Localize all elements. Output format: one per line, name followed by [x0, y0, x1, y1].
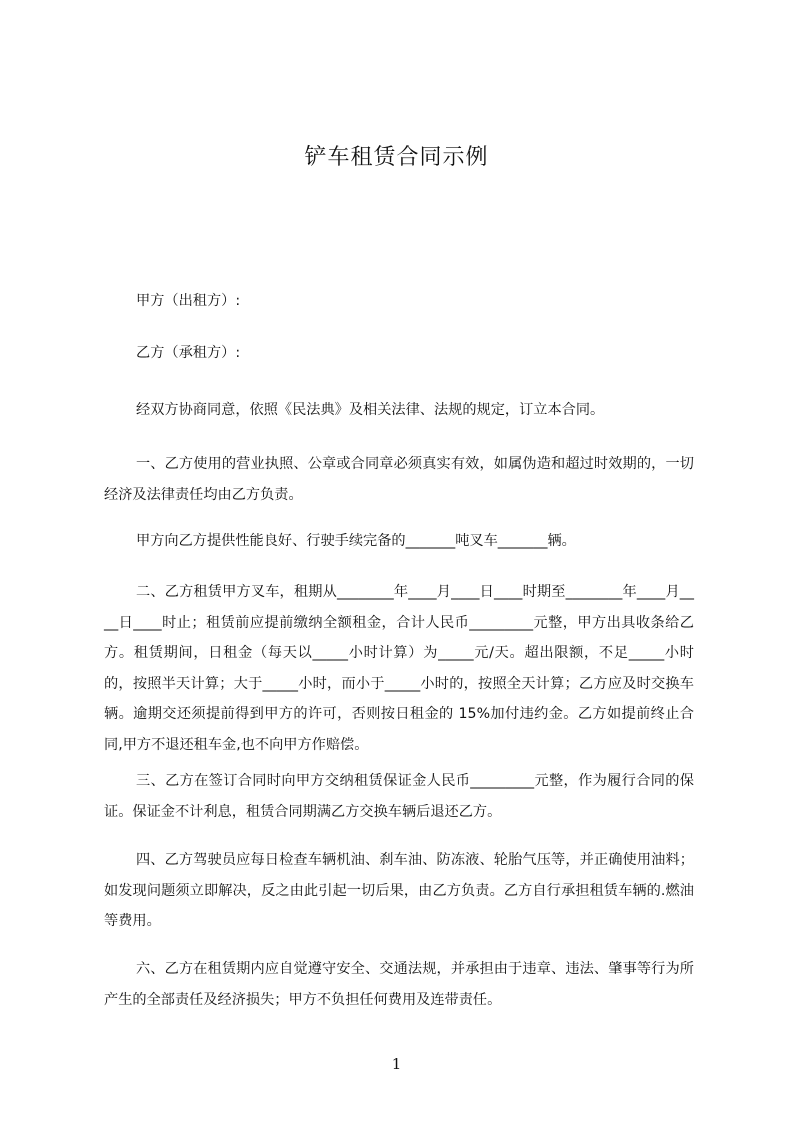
clause-2-paragraph: 二、乙方租赁甲方叉车，租期从________年____月____日____时期至________年____月____日____时止；租赁前应提前缴纳全额租金，合计人民币_________元整，甲方出具收条给乙方。租赁期间，日租金（每天以_____小时计算）为_____元/天。超出限额，不足_____小时的，按照半天计算；大于_____小时，而小于_____小时的，按照全天计算；乙方应及时交换车辆。逾期交还须提前得到甲方的许可，否则按日租金的 15%加付违约金。乙方如提前终止合同,甲方不退还租车金,也不向甲方作赔偿。 [104, 584, 694, 753]
forklift-supply-paragraph: 甲方向乙方提供性能良好、行驶手续完备的_______吨叉车_______辆。 [136, 533, 576, 549]
party-a-line: 甲方（出租方）: [136, 293, 241, 309]
clause-6-paragraph: 六、乙方在租赁期内应自觉遵守安全、交通法规，并承担由于违章、违法、肇事等行为所产生的全部责任及经济损失；甲方不负担任何费用及连带责任。 [104, 961, 694, 1008]
page-number: 1 [391, 1055, 402, 1073]
clause-4-paragraph: 四、乙方驾驶员应每日检查车辆机油、刹车油、防冻液、轮胎气压等，并正确使用油料；如发现问题须立即解决，反之由此引起一切后果，由乙方负责。乙方自行承担租赁车辆的.燃油等费用。 [104, 852, 694, 929]
document-title: 铲车租赁合同示例 [304, 145, 489, 170]
party-b-line: 乙方（承租方）: [136, 345, 241, 361]
clause-3-paragraph: 三、乙方在签订合同时向甲方交纳租赁保证金人民币_________元整，作为履行合同的保证。保证金不计利息，租赁合同期满乙方交换车辆后退还乙方。 [104, 773, 694, 820]
preamble-paragraph: 经双方协商同意，依照《民法典》及相关法律、法规的规定，订立本合同。 [136, 402, 605, 418]
clause-1-paragraph: 一、乙方使用的营业执照、公章或合同章必须真实有效，如属伪造和超过时效期的，一切经济及法律责任均由乙方负责。 [104, 456, 694, 503]
